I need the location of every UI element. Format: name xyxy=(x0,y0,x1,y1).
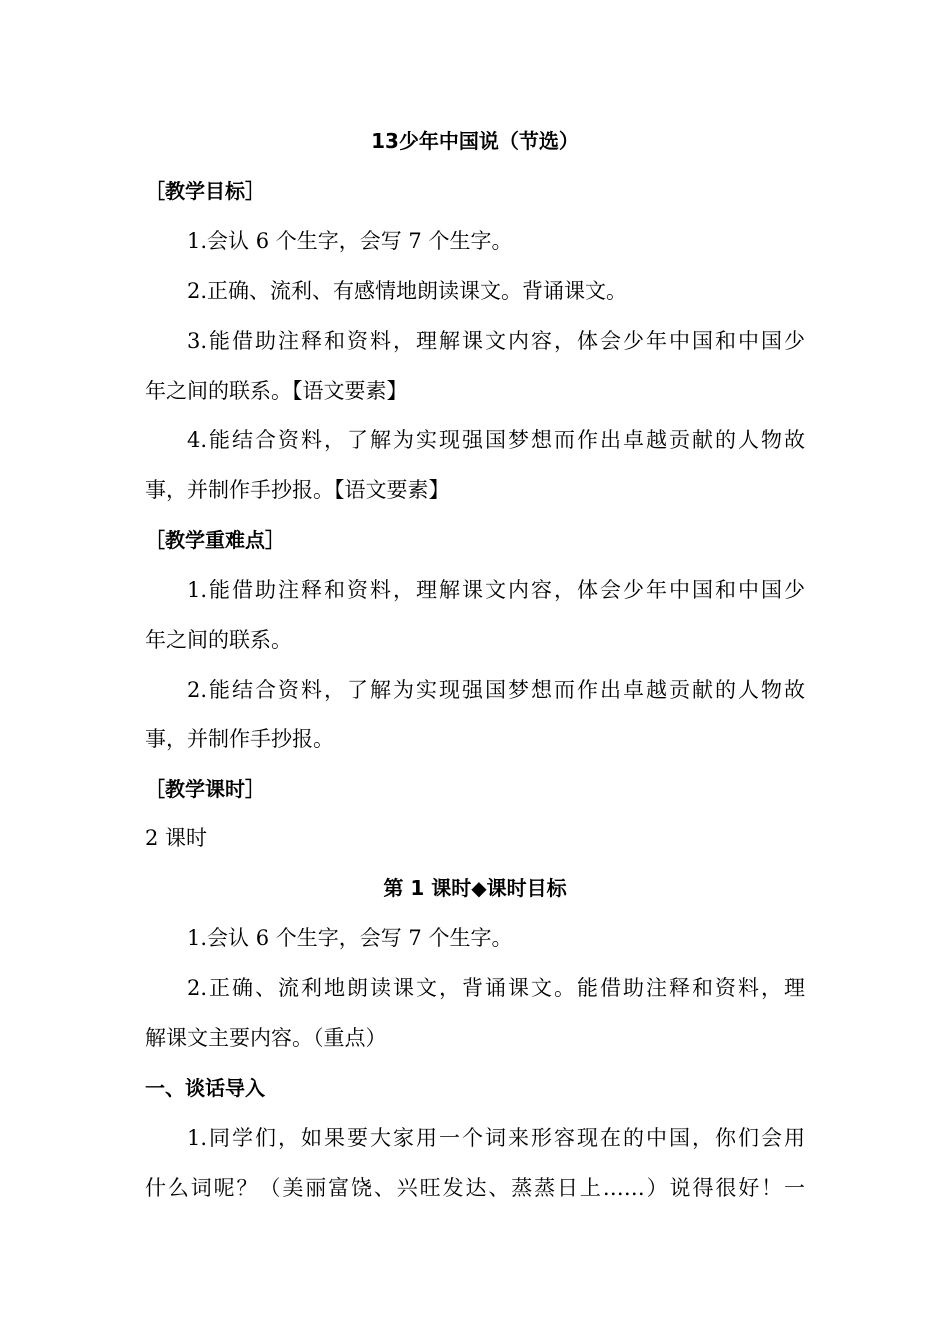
intro-paragraph-line: 什么词呢？（美丽富饶、兴旺发达、蒸蒸日上……）说得很好！一 xyxy=(145,1176,805,1200)
document-title: 13少年中国说（节选） xyxy=(371,129,579,153)
key-point-item: 1.能借助注释和资料，理解课文内容，体会少年中国和中国少 xyxy=(187,578,805,602)
key-point-item: 2.能结合资料，了解为实现强国梦想而作出卓越贡献的人物故 xyxy=(187,678,805,702)
key-point-item-continuation: 年之间的联系。 xyxy=(145,628,292,652)
objective-item-continuation: 年之间的联系。【语文要素】 xyxy=(145,379,408,403)
key-points-heading: ［教学重难点］ xyxy=(145,528,285,552)
lesson1-title: 第 1 课时◆课时目标 xyxy=(383,876,567,900)
objective-item: 2.正确、流利、有感情地朗读课文。背诵课文。 xyxy=(187,279,628,303)
periods-heading: ［教学课时］ xyxy=(145,777,265,801)
objective-item: 4.能结合资料，了解为实现强国梦想而作出卓越贡献的人物故 xyxy=(187,428,805,452)
lesson1-item-continuation: 解课文主要内容。（重点） xyxy=(145,1026,387,1050)
intro-paragraph-line: 1.同学们，如果要大家用一个词来形容现在的中国，你们会用 xyxy=(187,1126,805,1150)
intro-heading: 一、谈话导入 xyxy=(145,1076,265,1100)
objectives-heading: ［教学目标］ xyxy=(145,179,265,203)
objective-item: 3.能借助注释和资料，理解课文内容，体会少年中国和中国少 xyxy=(187,329,805,353)
lesson1-item: 2.正确、流利地朗读课文，背诵课文。能借助注释和资料，理 xyxy=(187,976,805,1000)
lesson1-item: 1.会认 6 个生字，会写 7 个生字。 xyxy=(187,926,513,950)
periods-value: 2 课时 xyxy=(145,826,208,850)
key-point-item-continuation: 事，并制作手抄报。 xyxy=(145,727,334,751)
objective-item-continuation: 事，并制作手抄报。【语文要素】 xyxy=(145,478,450,502)
objective-item: 1.会认 6 个生字，会写 7 个生字。 xyxy=(187,229,513,253)
